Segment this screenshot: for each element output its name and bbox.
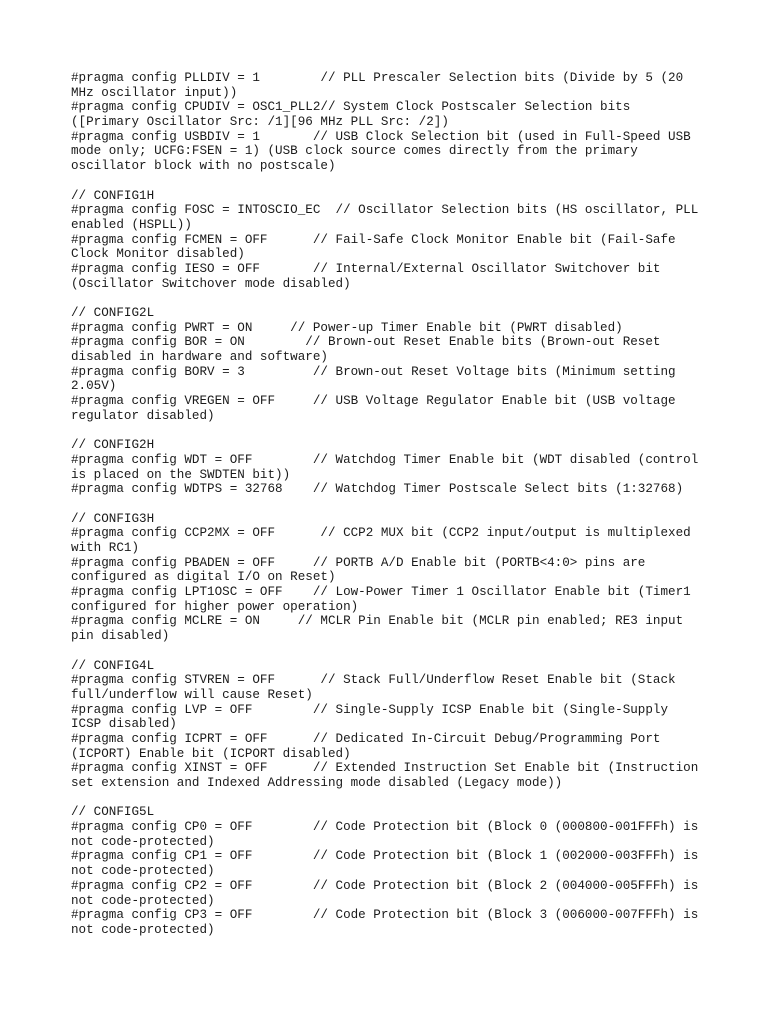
code-line: #pragma config FOSC = INTOSCIO_EC // Oscillator Selection bits (HS oscillator, PLL <box>71 203 699 218</box>
code-line <box>71 291 731 306</box>
code-line: #pragma config BOR = ON // Brown-out Reset Enable bits (Brown-out Reset <box>71 335 661 350</box>
code-line <box>71 644 731 659</box>
code-line: #pragma config PLLDIV = 1 // PLL Prescaler Selection bits (Divide by 5 (20 <box>71 71 684 85</box>
code-line: 2.05V) <box>71 379 117 394</box>
code-line: configured for higher power operation) <box>71 599 359 614</box>
code-line: mode only; UCFG:FSEN = 1) (USB clock source comes directly from the primary <box>71 144 638 159</box>
code-line: is placed on the SWDTEN bit)) <box>71 467 291 482</box>
code-line: ([Primary Oscillator Src: /1][96 MHz PLL Src: /2]) <box>71 115 449 130</box>
code-line: not code-protected) <box>71 893 215 908</box>
code-line: #pragma config BORV = 3 // Brown-out Reset Voltage bits (Minimum setting <box>71 364 676 379</box>
code-line: // CONFIG3H <box>71 511 155 526</box>
code-line: #pragma config WDTPS = 32768 // Watchdog Timer Postscale Select bits (1:32768) <box>71 482 684 497</box>
code-line: #pragma config USBDIV = 1 // USB Clock Selection bit (used in Full-Speed USB <box>71 129 691 144</box>
code-line: #pragma config CP1 = OFF // Code Protection bit (Block 1 (002000-003FFFh) is <box>71 849 699 864</box>
code-listing <box>71 71 731 938</box>
code-line <box>71 174 731 189</box>
code-line: #pragma config CCP2MX = OFF // CCP2 MUX bit (CCP2 input/output is multiplexed <box>71 526 691 541</box>
code-line: #pragma config WDT = OFF // Watchdog Timer Enable bit (WDT disabled (control <box>71 452 699 467</box>
code-line: ICSP disabled) <box>71 717 177 732</box>
code-line: configured as digital I/O on Reset) <box>71 570 336 585</box>
code-line: #pragma config LPT1OSC = OFF // Low-Power Timer 1 Oscillator Enable bit (Timer1 <box>71 585 691 600</box>
code-line: not code-protected) <box>71 864 215 879</box>
code-line: // CONFIG2H <box>71 438 155 453</box>
code-line: enabled (HSPLL)) <box>71 217 192 232</box>
code-line: MHz oscillator input)) <box>71 85 238 100</box>
code-line: #pragma config ICPRT = OFF // Dedicated In-Circuit Debug/Programming Port <box>71 731 661 746</box>
code-line <box>71 791 731 806</box>
code-line: // CONFIG4L <box>71 658 155 673</box>
code-line: set extension and Indexed Addressing mode disabled (Legacy mode)) <box>71 776 563 790</box>
code-line: #pragma config VREGEN = OFF // USB Voltage Regulator Enable bit (USB voltage <box>71 394 676 409</box>
code-line <box>71 424 731 439</box>
code-line: full/underflow will cause Reset) <box>71 687 313 702</box>
code-line: (ICPORT) Enable bit (ICPORT disabled) <box>71 746 351 761</box>
code-line: not code-protected) <box>71 922 215 937</box>
code-line: #pragma config LVP = OFF // Single-Supply ICSP Enable bit (Single-Supply <box>71 702 669 717</box>
code-line: #pragma config FCMEN = OFF // Fail-Safe Clock Monitor Enable bit (Fail-Safe <box>71 232 676 247</box>
code-line: pin disabled) <box>71 629 170 644</box>
code-line: oscillator block with no postscale) <box>71 159 336 174</box>
code-line: #pragma config MCLRE = ON // MCLR Pin Enable bit (MCLR pin enabled; RE3 input <box>71 614 684 629</box>
code-line: disabled in hardware and software) <box>71 350 328 365</box>
code-line: // CONFIG1H <box>71 188 155 203</box>
code-line: #pragma config PBADEN = OFF // PORTB A/D Enable bit (PORTB<4:0> pins are <box>71 555 646 570</box>
code-line: #pragma config IESO = OFF // Internal/External Oscillator Switchover bit <box>71 261 661 276</box>
code-line: #pragma config STVREN = OFF // Stack Full/Underflow Reset Enable bit (Stack <box>71 673 676 688</box>
code-line: Clock Monitor disabled) <box>71 247 245 262</box>
code-line: not code-protected) <box>71 834 215 849</box>
code-line: (Oscillator Switchover mode disabled) <box>71 276 351 291</box>
code-line: #pragma config CPUDIV = OSC1_PLL2// System Clock Postscaler Selection bits <box>71 100 631 115</box>
code-line: #pragma config CP3 = OFF // Code Protection bit (Block 3 (006000-007FFFh) is <box>71 908 699 923</box>
code-line: #pragma config CP2 = OFF // Code Protection bit (Block 2 (004000-005FFFh) is <box>71 878 699 893</box>
code-line: regulator disabled) <box>71 408 215 423</box>
code-line: with RC1) <box>71 541 140 555</box>
code-line: #pragma config PWRT = ON // Power-up Timer Enable bit (PWRT disabled) <box>71 320 623 335</box>
code-line: // CONFIG2L <box>71 306 155 320</box>
code-line <box>71 497 731 512</box>
code-line: // CONFIG5L <box>71 805 155 820</box>
code-line: #pragma config CP0 = OFF // Code Protection bit (Block 0 (000800-001FFFh) is <box>71 820 699 835</box>
code-line: #pragma config XINST = OFF // Extended Instruction Set Enable bit (Instruction <box>71 761 699 776</box>
